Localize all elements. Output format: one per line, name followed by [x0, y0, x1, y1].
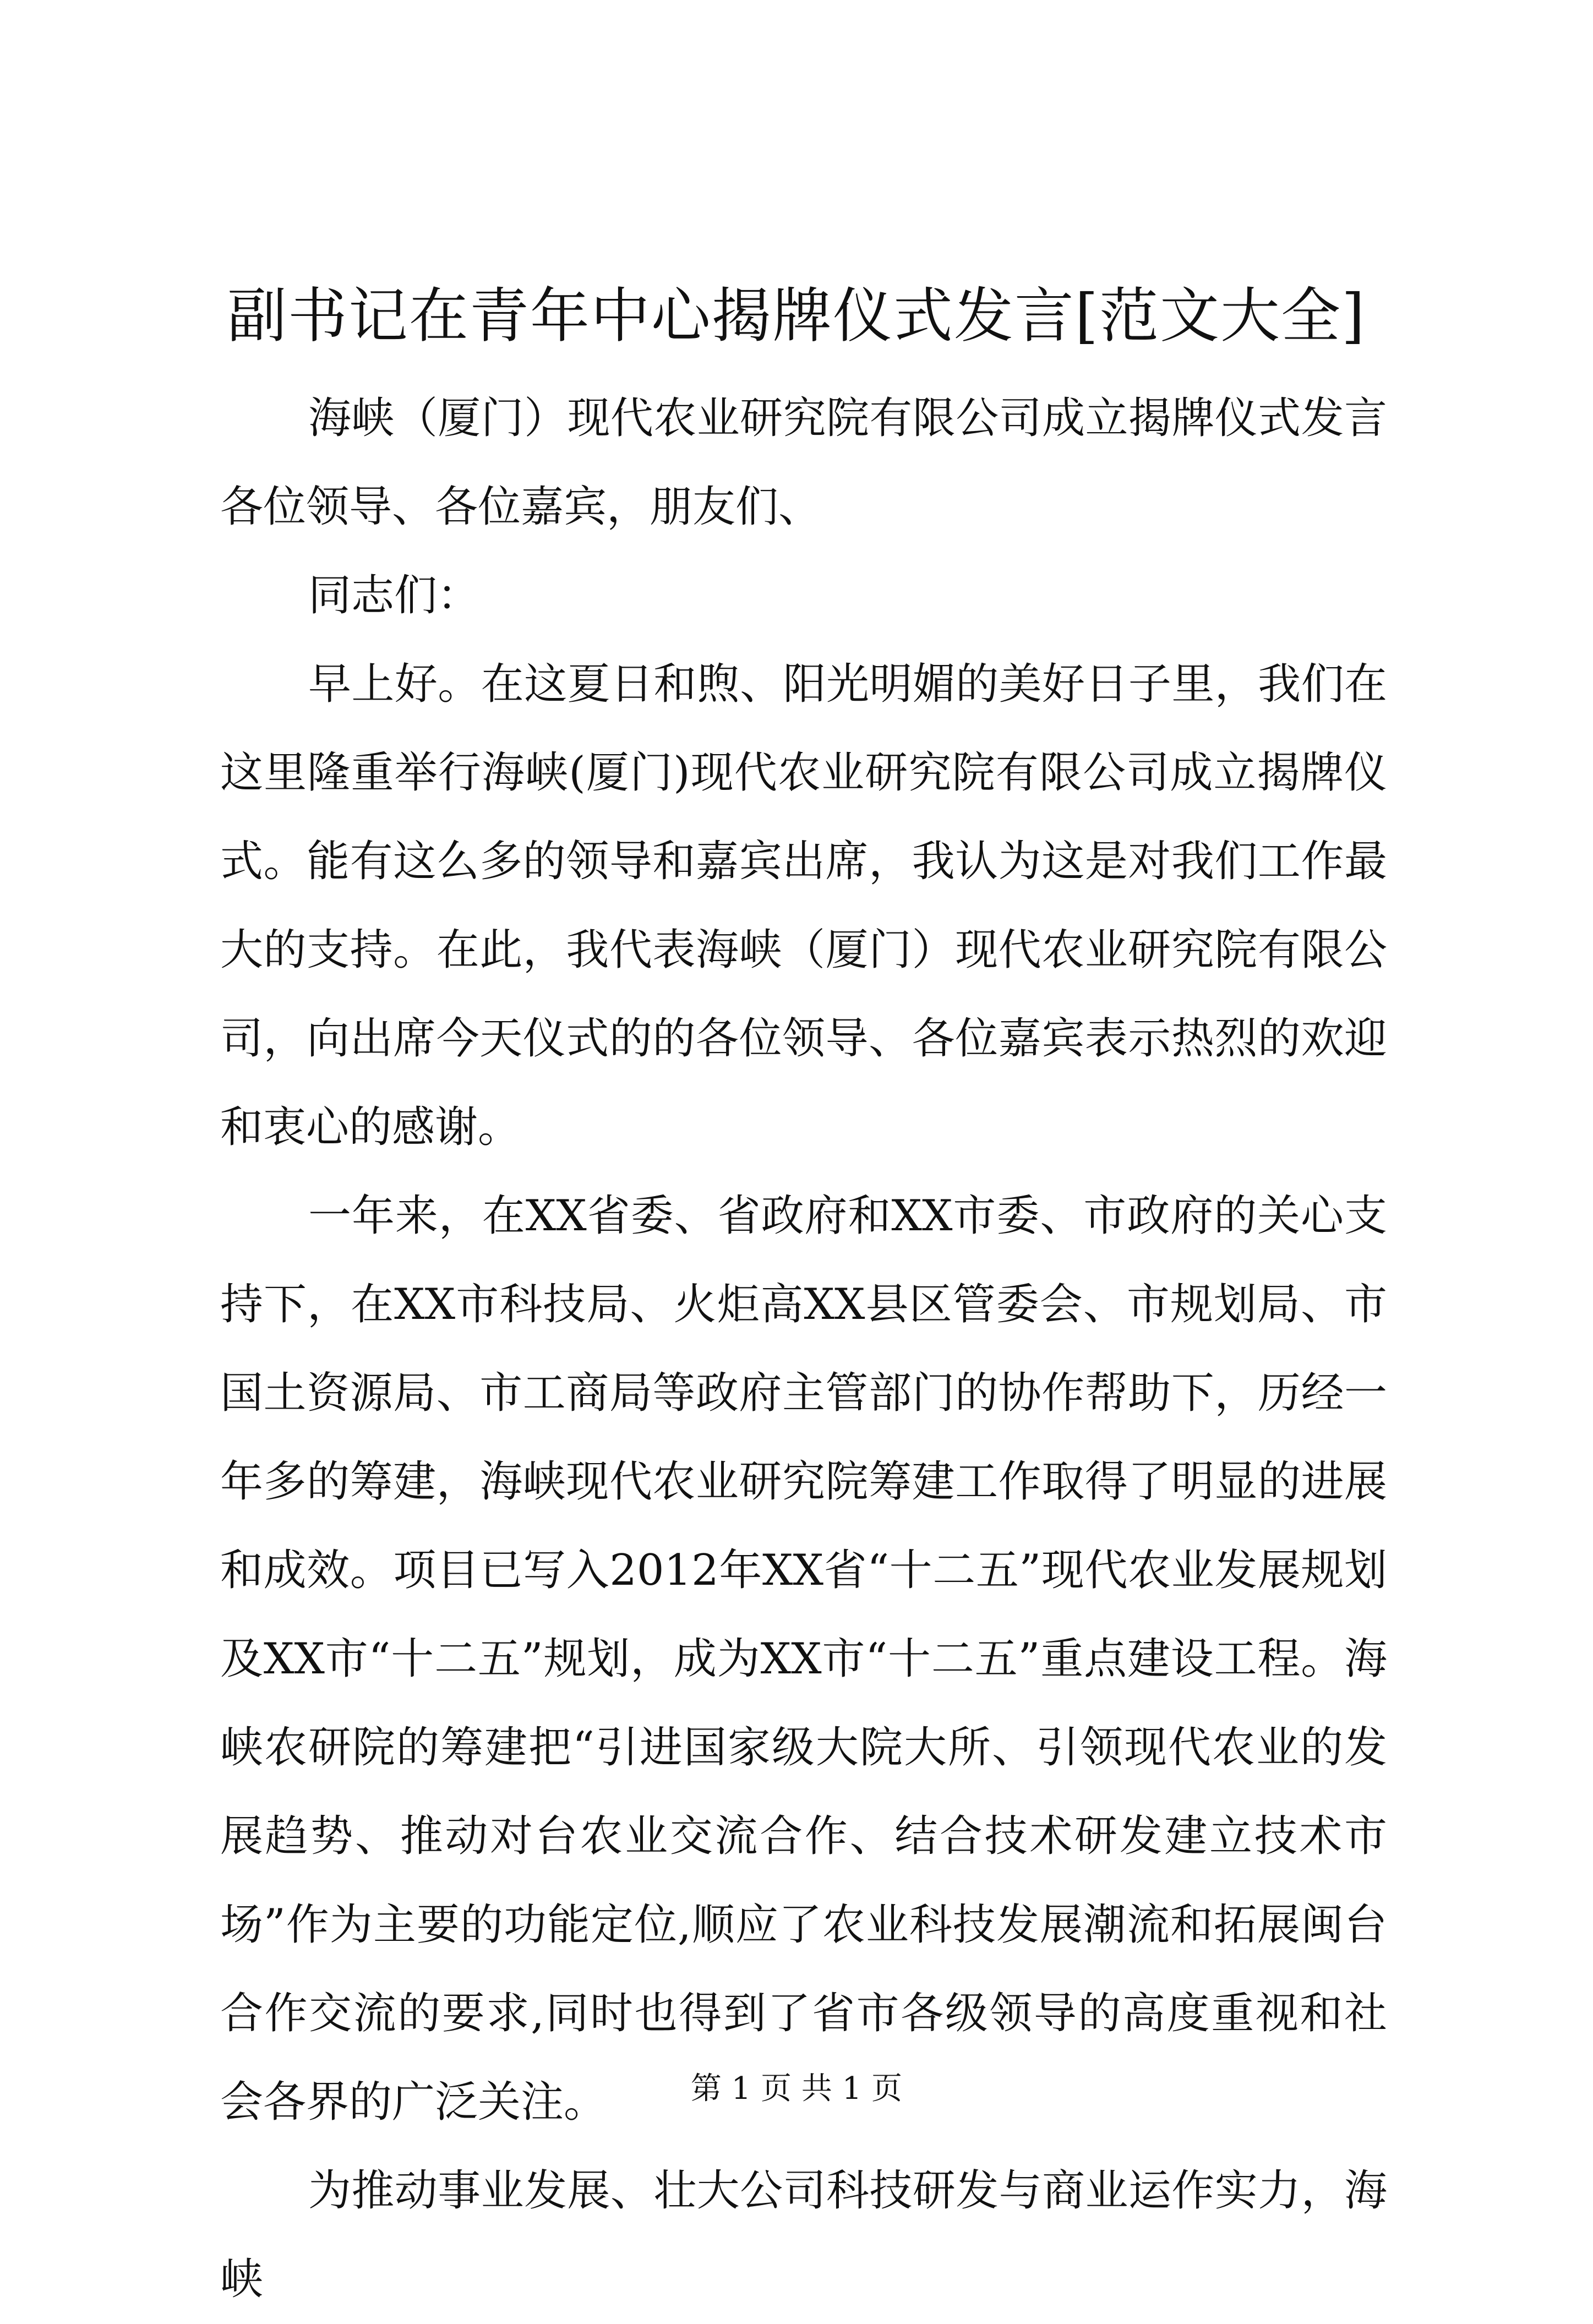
- page-number-footer: 第 1 页 共 1 页: [690, 2071, 903, 2107]
- paragraph-progress: 一年来，在XX省委、省政府和XX市委、市政府的关心支持下，在XX市科技局、火炬高XX县区管委会、市规划局、市国土资源局、市工商局等政府主管部门的协作帮助下，历经一年多的筹建，海峡现代农业研究院筹建工作取得了明显的进展和成效。项目已写入2012年XX省“十二五”现代农业发展规划及XX市“十二五”规划，成为XX市“十二五”重点建设工程。海峡农研院的筹建把“引进国家级大院大所、引领现代农业的发展趋势、推动对台农业交流合作、结合技术研发建立技术市场”作为主要的功能定位,顺应了农业科技发展潮流和拓展闽台合作交流的要求,同时也得到了省市各级领导的高度重视和社会各界的广泛关注。: [220, 1191, 1387, 2127]
- paragraph-greeting: 同志们：: [308, 571, 481, 620]
- document-title: 副书记在青年中心揭牌仪式发言[范文大全]: [227, 282, 1366, 351]
- paragraph-development: 为推动事业发展、壮大公司科技研发与商业运作实力，海峡: [220, 2166, 1387, 2304]
- paragraph-welcome: 早上好。在这夏日和煦、阳光明媚的美好日子里，我们在这里隆重举行海峡(厦门)现代农业研究院有限公司成立揭牌仪式。能有这么多的领导和嘉宾出席，我认为这是对我们工作最大的支持。在此，我代表海峡（厦门）现代农业研究院有限公司，向出席今天仪式的的各位领导、各位嘉宾表示热烈的欢迎和衷心的感谢。: [220, 659, 1387, 1152]
- document-body: [220, 374, 1387, 2324]
- paragraph-opening: 海峡（厦门）现代农业研究院有限公司成立揭牌仪式发言各位领导、各位嘉宾，朋友们、: [220, 394, 1387, 532]
